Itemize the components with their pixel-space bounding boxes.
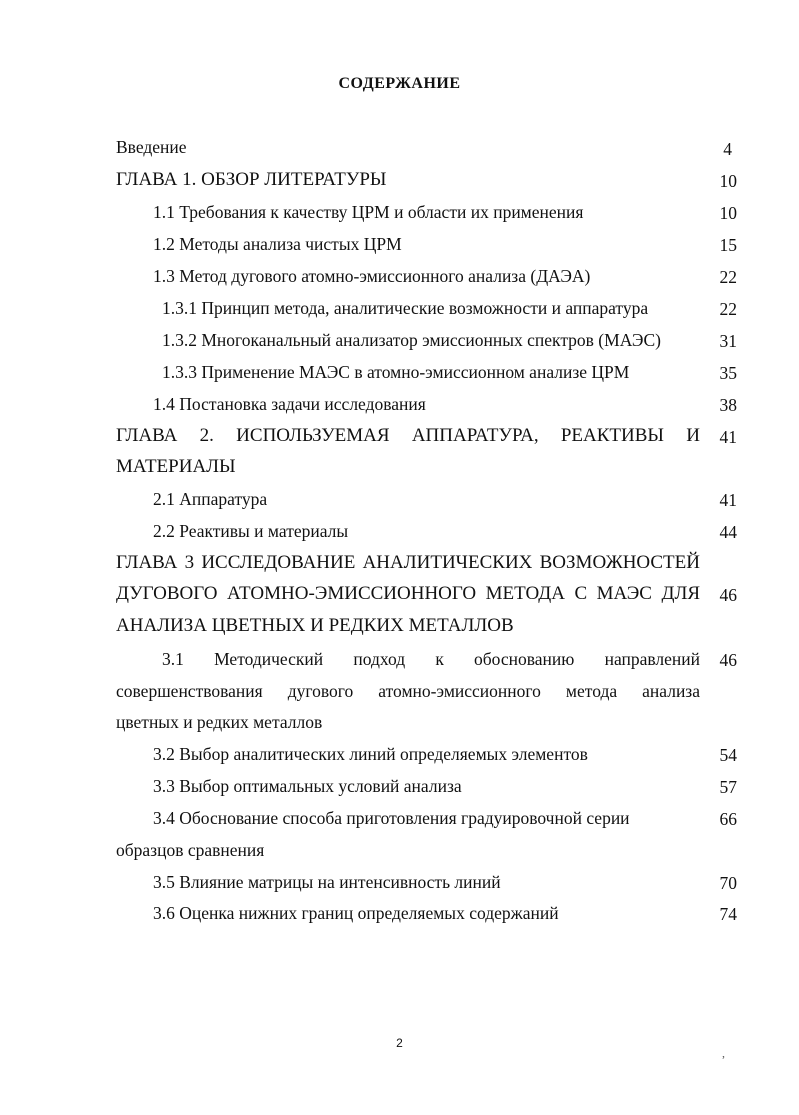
toc-page-section-1-4: 38: [719, 395, 737, 415]
toc-page-chapter-1: 10: [719, 171, 737, 191]
toc-page-section-3-3: 57: [719, 777, 737, 797]
toc-entry-chapter-3-line-1: ГЛАВА 3 ИССЛЕДОВАНИЕ АНАЛИТИЧЕСКИХ ВОЗМОЖНОСТЕЙ: [116, 552, 700, 573]
toc-entry-section-1-3-3: 1.3.3 Применение МАЭС в атомно-эмиссионном анализе ЦРМ: [162, 362, 630, 382]
toc-entry-section-3-6: 3.6 Оценка нижних границ определяемых содержаний: [153, 903, 559, 923]
toc-entry-section-2-1: 2.1 Аппаратура: [153, 489, 268, 509]
toc-page-chapter-2: 41: [719, 427, 737, 447]
page-number: 2: [396, 1036, 403, 1050]
toc-entry-section-1-3: 1.3 Метод дугового атомно-эмиссионного анализа (ДАЭА): [153, 266, 591, 286]
toc-page-section-3-4: 66: [719, 809, 737, 829]
toc-entry-section-3-1-line-3: цветных и редких металлов: [116, 712, 323, 732]
toc-entry-section-3-1-line-1: 3.1 Методический подход к обоснованию направлений: [162, 649, 700, 669]
toc-entry-intro: Введение: [116, 137, 187, 157]
toc-entry-chapter-3-line-3: АНАЛИЗА ЦВЕТНЫХ И РЕДКИХ МЕТАЛЛОВ: [116, 615, 514, 636]
toc-page-section-3-1: 46: [719, 650, 737, 670]
toc-page-section-3-5: 70: [719, 873, 737, 893]
toc-page-section-1-1: 10: [719, 203, 737, 223]
scan-speck: ,: [722, 1046, 725, 1060]
toc-entry-section-1-3-1: 1.3.1 Принцип метода, аналитические возможности и аппаратура: [162, 298, 649, 318]
toc-entry-section-3-4-line-2: образцов сравнения: [116, 840, 265, 860]
toc-entry-chapter-2-line-2: МАТЕРИАЛЫ: [116, 456, 236, 477]
toc-page-intro: 4: [723, 139, 732, 159]
toc-entry-section-3-2: 3.2 Выбор аналитических линий определяемых элементов: [153, 744, 588, 764]
toc-page-section-1-2: 15: [719, 235, 737, 255]
toc-page-section-2-2: 44: [719, 522, 737, 542]
toc-entry-section-3-1-line-2: совершенствования дугового атомно-эмиссионного метода анализа: [116, 681, 700, 701]
toc-entry-chapter-1: ГЛАВА 1. ОБЗОР ЛИТЕРАТУРЫ: [116, 169, 387, 190]
toc-entry-section-3-3: 3.3 Выбор оптимальных условий анализа: [153, 776, 462, 796]
toc-entry-section-3-5: 3.5 Влияние матрицы на интенсивность линий: [153, 872, 501, 892]
toc-page-section-1-3: 22: [719, 267, 737, 287]
toc-entry-section-2-2: 2.2 Реактивы и материалы: [153, 521, 349, 541]
toc-page-chapter-3: 46: [719, 585, 737, 605]
toc-page-section-1-3-3: 35: [719, 363, 737, 383]
toc-page-section-1-3-1: 22: [719, 299, 737, 319]
toc-entry-chapter-3-line-2: ДУГОВОГО АТОМНО-ЭМИССИОННОГО МЕТОДА С МАЭС ДЛЯ: [116, 583, 700, 604]
toc-entry-section-1-1: 1.1 Требования к качеству ЦРМ и области их применения: [153, 202, 584, 222]
toc-page-section-1-3-2: 31: [719, 331, 737, 351]
toc-page-section-3-6: 74: [719, 904, 737, 924]
toc-entry-section-1-3-2: 1.3.2 Многоканальный анализатор эмиссионных спектров (МАЭС): [162, 330, 661, 350]
toc-entry-section-1-4: 1.4 Постановка задачи исследования: [153, 394, 426, 414]
toc-entry-chapter-2-line-1: ГЛАВА 2. ИСПОЛЬЗУЕМАЯ АППАРАТУРА, РЕАКТИВЫ И: [116, 425, 700, 446]
toc-entry-section-3-4-line-1: 3.4 Обоснование способа приготовления градуировочной серии: [153, 808, 630, 828]
toc-entry-section-1-2: 1.2 Методы анализа чистых ЦРМ: [153, 234, 402, 254]
toc-page-section-3-2: 54: [719, 745, 737, 765]
page-title: СОДЕРЖАНИЕ: [338, 75, 461, 92]
toc-page-section-2-1: 41: [719, 490, 737, 510]
